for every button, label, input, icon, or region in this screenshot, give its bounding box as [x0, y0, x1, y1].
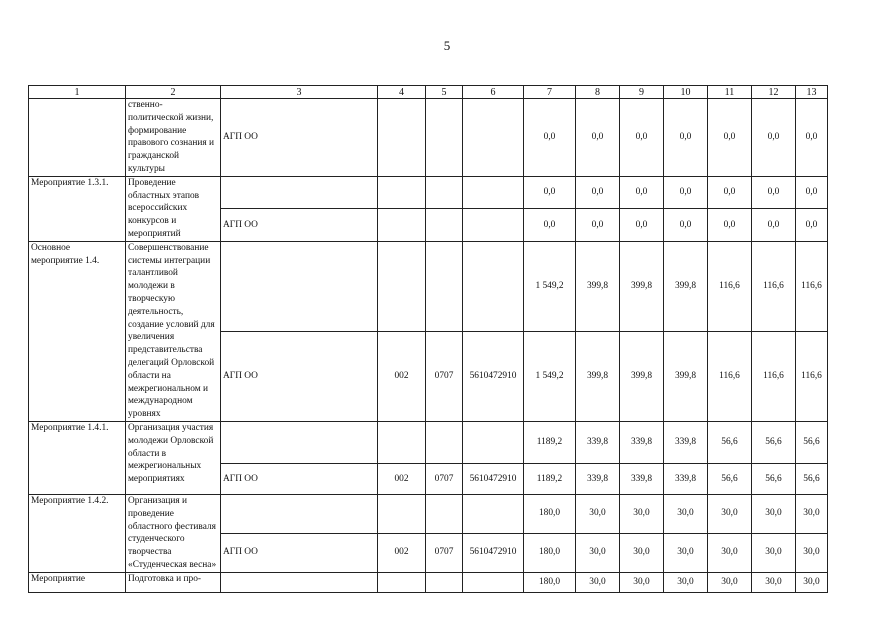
amount-cell-col-12: 30,0 — [752, 572, 796, 592]
executor-cell: АГП ОО — [221, 463, 378, 494]
column-header-11: 11 — [708, 86, 752, 99]
amount-cell-col-10: 0,0 — [664, 99, 708, 177]
amount-cell-col-12: 116,6 — [752, 241, 796, 331]
amount-cell-col-13: 116,6 — [796, 241, 828, 331]
amount-cell-col-9: 399,8 — [620, 241, 664, 331]
event-description-cell: Подготовка и про- — [126, 572, 221, 592]
amount-cell-col-7: 0,0 — [524, 99, 576, 177]
amount-cell-col-10: 30,0 — [664, 494, 708, 533]
section-code-cell — [426, 494, 463, 533]
amount-cell-col-8: 399,8 — [576, 241, 620, 331]
table-row — [29, 572, 828, 592]
table-row — [29, 241, 828, 331]
grbs-code-cell — [378, 241, 426, 331]
event-code-cell: Мероприятие — [29, 572, 126, 592]
executor-cell — [221, 176, 378, 208]
section-code-cell — [426, 209, 463, 242]
amount-cell-col-8: 30,0 — [576, 533, 620, 572]
event-description-cell: ственно-политической жизни, формирование правового сознания и гражданской культуры — [126, 99, 221, 177]
amount-cell-col-10: 0,0 — [664, 176, 708, 208]
column-header-4: 4 — [378, 86, 426, 99]
amount-cell-col-7: 0,0 — [524, 176, 576, 208]
executor-cell — [221, 572, 378, 592]
amount-cell-col-8: 339,8 — [576, 463, 620, 494]
event-code-cell: Мероприятие 1.4.1. — [29, 421, 126, 494]
event-description-cell: Проведение областных этапов всероссийских конкурсов и мероприятий — [126, 176, 221, 241]
column-header-1: 1 — [29, 86, 126, 99]
amount-cell-col-13: 0,0 — [796, 99, 828, 177]
column-header-2: 2 — [126, 86, 221, 99]
amount-cell-col-10: 399,8 — [664, 241, 708, 331]
target-article-cell — [463, 421, 524, 463]
amount-cell-col-9: 0,0 — [620, 209, 664, 242]
column-header-9: 9 — [620, 86, 664, 99]
target-article-cell — [463, 241, 524, 331]
section-code-cell — [426, 176, 463, 208]
grbs-code-cell — [378, 572, 426, 592]
amount-cell-col-11: 116,6 — [708, 241, 752, 331]
grbs-code-cell: 002 — [378, 533, 426, 572]
amount-cell-col-11: 30,0 — [708, 494, 752, 533]
table-row — [29, 99, 828, 177]
column-header-12: 12 — [752, 86, 796, 99]
amount-cell-col-12: 30,0 — [752, 533, 796, 572]
amount-cell-col-12: 0,0 — [752, 209, 796, 242]
target-article-cell: 5610472910 — [463, 533, 524, 572]
section-code-cell — [426, 241, 463, 331]
target-article-cell — [463, 176, 524, 208]
target-article-cell — [463, 572, 524, 592]
target-article-cell — [463, 494, 524, 533]
executor-cell — [221, 241, 378, 331]
amount-cell-col-7: 180,0 — [524, 494, 576, 533]
section-code-cell — [426, 99, 463, 177]
section-code-cell: 0707 — [426, 463, 463, 494]
amount-cell-col-10: 0,0 — [664, 209, 708, 242]
event-code-cell: Основное мероприятие 1.4. — [29, 241, 126, 421]
amount-cell-col-12: 0,0 — [752, 99, 796, 177]
amount-cell-col-7: 1 549,2 — [524, 241, 576, 331]
amount-cell-col-8: 0,0 — [576, 99, 620, 177]
event-code-cell — [29, 99, 126, 177]
executor-cell: АГП ОО — [221, 209, 378, 242]
executor-cell: АГП ОО — [221, 533, 378, 572]
event-description-cell: Совершенствование системы интеграции талантливой молодежи в творческую деятельность, создание условий для увеличения представительства делегаций Орловской области на межрегиональном и международном уровнях — [126, 241, 221, 421]
amount-cell-col-12: 56,6 — [752, 421, 796, 463]
amount-cell-col-13: 56,6 — [796, 463, 828, 494]
amount-cell-col-11: 116,6 — [708, 331, 752, 421]
amount-cell-col-11: 30,0 — [708, 533, 752, 572]
amount-cell-col-12: 0,0 — [752, 176, 796, 208]
grbs-code-cell: 002 — [378, 463, 426, 494]
target-article-cell — [463, 99, 524, 177]
amount-cell-col-12: 30,0 — [752, 494, 796, 533]
event-code-cell: Мероприятие 1.3.1. — [29, 176, 126, 241]
amount-cell-col-7: 1 549,2 — [524, 331, 576, 421]
grbs-code-cell: 002 — [378, 331, 426, 421]
grbs-code-cell — [378, 209, 426, 242]
column-header-7: 7 — [524, 86, 576, 99]
target-article-cell — [463, 209, 524, 242]
amount-cell-col-9: 30,0 — [620, 572, 664, 592]
amount-cell-col-10: 339,8 — [664, 421, 708, 463]
amount-cell-col-7: 0,0 — [524, 209, 576, 242]
amount-cell-col-7: 180,0 — [524, 533, 576, 572]
amount-cell-col-8: 0,0 — [576, 176, 620, 208]
executor-cell: АГП ОО — [221, 99, 378, 177]
column-header-13: 13 — [796, 86, 828, 99]
amount-cell-col-12: 116,6 — [752, 331, 796, 421]
budget-table — [28, 85, 828, 593]
amount-cell-col-9: 0,0 — [620, 176, 664, 208]
column-header-5: 5 — [426, 86, 463, 99]
amount-cell-col-8: 30,0 — [576, 572, 620, 592]
amount-cell-col-8: 0,0 — [576, 209, 620, 242]
table-row — [29, 494, 828, 533]
amount-cell-col-10: 30,0 — [664, 572, 708, 592]
amount-cell-col-13: 0,0 — [796, 209, 828, 242]
amount-cell-col-7: 1189,2 — [524, 421, 576, 463]
amount-cell-col-7: 1189,2 — [524, 463, 576, 494]
amount-cell-col-10: 30,0 — [664, 533, 708, 572]
target-article-cell: 5610472910 — [463, 331, 524, 421]
grbs-code-cell — [378, 176, 426, 208]
amount-cell-col-11: 30,0 — [708, 572, 752, 592]
amount-cell-col-8: 399,8 — [576, 331, 620, 421]
grbs-code-cell — [378, 99, 426, 177]
grbs-code-cell — [378, 494, 426, 533]
section-code-cell — [426, 572, 463, 592]
column-header-10: 10 — [664, 86, 708, 99]
executor-cell — [221, 494, 378, 533]
amount-cell-col-11: 56,6 — [708, 463, 752, 494]
table-body — [29, 86, 828, 593]
amount-cell-col-9: 399,8 — [620, 331, 664, 421]
event-description-cell: Организация и проведение областного фестиваля студенческого творчества «Студенческая весна» — [126, 494, 221, 572]
amount-cell-col-9: 0,0 — [620, 99, 664, 177]
amount-cell-col-8: 339,8 — [576, 421, 620, 463]
amount-cell-col-11: 0,0 — [708, 99, 752, 177]
section-code-cell: 0707 — [426, 331, 463, 421]
table-row — [29, 421, 828, 463]
executor-cell: АГП ОО — [221, 331, 378, 421]
section-code-cell: 0707 — [426, 533, 463, 572]
amount-cell-col-7: 180,0 — [524, 572, 576, 592]
amount-cell-col-13: 30,0 — [796, 533, 828, 572]
amount-cell-col-8: 30,0 — [576, 494, 620, 533]
amount-cell-col-9: 339,8 — [620, 463, 664, 494]
amount-cell-col-10: 399,8 — [664, 331, 708, 421]
amount-cell-col-9: 339,8 — [620, 421, 664, 463]
amount-cell-col-9: 30,0 — [620, 494, 664, 533]
column-header-row — [29, 86, 828, 99]
table-row — [29, 176, 828, 208]
amount-cell-col-13: 30,0 — [796, 494, 828, 533]
section-code-cell — [426, 421, 463, 463]
grbs-code-cell — [378, 421, 426, 463]
column-header-3: 3 — [221, 86, 378, 99]
event-code-cell: Мероприятие 1.4.2. — [29, 494, 126, 572]
amount-cell-col-11: 0,0 — [708, 209, 752, 242]
event-description-cell: Организация участия молодежи Орловской области в межрегиональных мероприятиях — [126, 421, 221, 494]
executor-cell — [221, 421, 378, 463]
column-header-8: 8 — [576, 86, 620, 99]
amount-cell-col-9: 30,0 — [620, 533, 664, 572]
amount-cell-col-13: 116,6 — [796, 331, 828, 421]
page-number: 5 — [443, 38, 451, 53]
amount-cell-col-12: 56,6 — [752, 463, 796, 494]
amount-cell-col-11: 56,6 — [708, 421, 752, 463]
amount-cell-col-10: 339,8 — [664, 463, 708, 494]
amount-cell-col-13: 56,6 — [796, 421, 828, 463]
target-article-cell: 5610472910 — [463, 463, 524, 494]
amount-cell-col-13: 30,0 — [796, 572, 828, 592]
amount-cell-col-13: 0,0 — [796, 176, 828, 208]
column-header-6: 6 — [463, 86, 524, 99]
amount-cell-col-11: 0,0 — [708, 176, 752, 208]
